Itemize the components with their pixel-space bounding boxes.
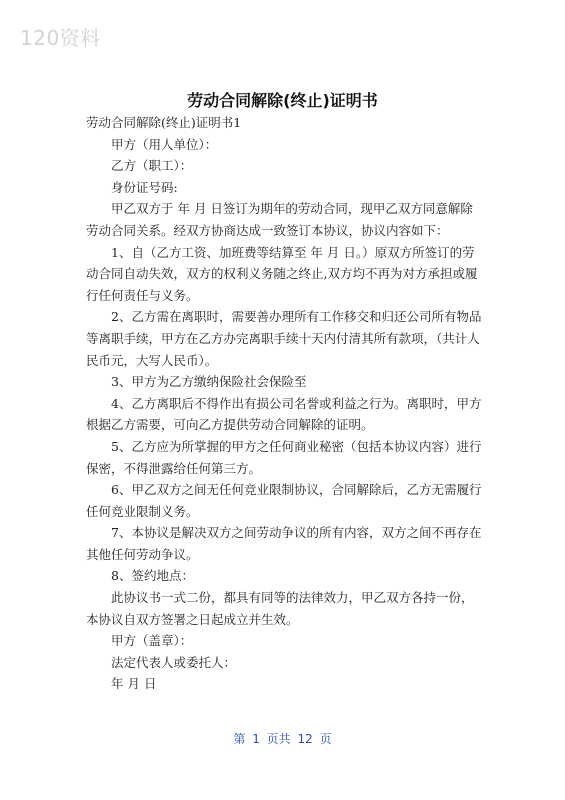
clause-5: 5、乙方应为所掌握的甲方之任何商业秘密（包括本协议内容）进行保密，不得泄露给任何第三方。	[86, 438, 482, 476]
clause-2: 2、乙方需在离职时，需要善办理所有工作移交和归还公司所有物品等离职手续，甲方在乙方办完离职手续十天内付清其所有款项，（共计人民币元，大写人民币）。	[86, 309, 482, 368]
document-subtitle: 劳动合同解除(终止)证明书1	[86, 115, 242, 130]
legal-representative-line: 法定代表人或委托人：	[111, 654, 237, 670]
party-a-seal-line: 甲方（盖章）：	[111, 633, 193, 649]
date-line: 年 月 日	[111, 676, 157, 692]
intro-paragraph: 甲乙双方于 年 月 日签订为期年的劳动合同，现甲乙双方同意解除劳动合同关系。经双方协商达成一致签订本协议，协议内容如下：	[86, 201, 473, 238]
document-body	[86, 112, 482, 695]
page-number: 第 1 页共 12 页	[233, 732, 332, 746]
party-b-line: 乙方（职工）：	[111, 158, 193, 174]
clause-3: 3、甲方为乙方缴纳保险社会保险至	[111, 374, 307, 390]
clause-6: 6、甲乙双方之间无任何竞业限制协议，合同解除后，乙方无需履行任何竞业限制义务。	[86, 482, 482, 519]
clause-1: 1、自（乙方工资、加班费等结算至 年 月 日。）原双方所签订的劳动合同自动失效，双方的权利义务随之终止,双方均不再为对方承担或履行任何责任与义务。	[86, 244, 478, 303]
party-a-line: 甲方（用人单位）：	[111, 136, 218, 152]
watermark-logo: 120资料	[20, 26, 101, 50]
clause-7: 7、本协议是解决双方之间劳动争议的所有内容，双方之间不再存在其他任何劳动争议。	[86, 525, 482, 562]
clause-8: 8、签约地点：	[111, 568, 194, 584]
clause-4: 4、乙方离职后不得作出有损公司名誉或利益之行为。离职时，甲方根据乙方需要，可向乙方提供劳动合同解除的证明。	[86, 395, 482, 433]
effectiveness-paragraph: 此协议书一式二份，都具有同等的法律效力，甲乙双方各持一份，本协议自双方签署之日起成立并生效。	[86, 590, 474, 627]
document-title: 劳动合同解除(终止)证明书	[187, 91, 378, 110]
id-number-line: 身份证号码:	[111, 179, 178, 195]
